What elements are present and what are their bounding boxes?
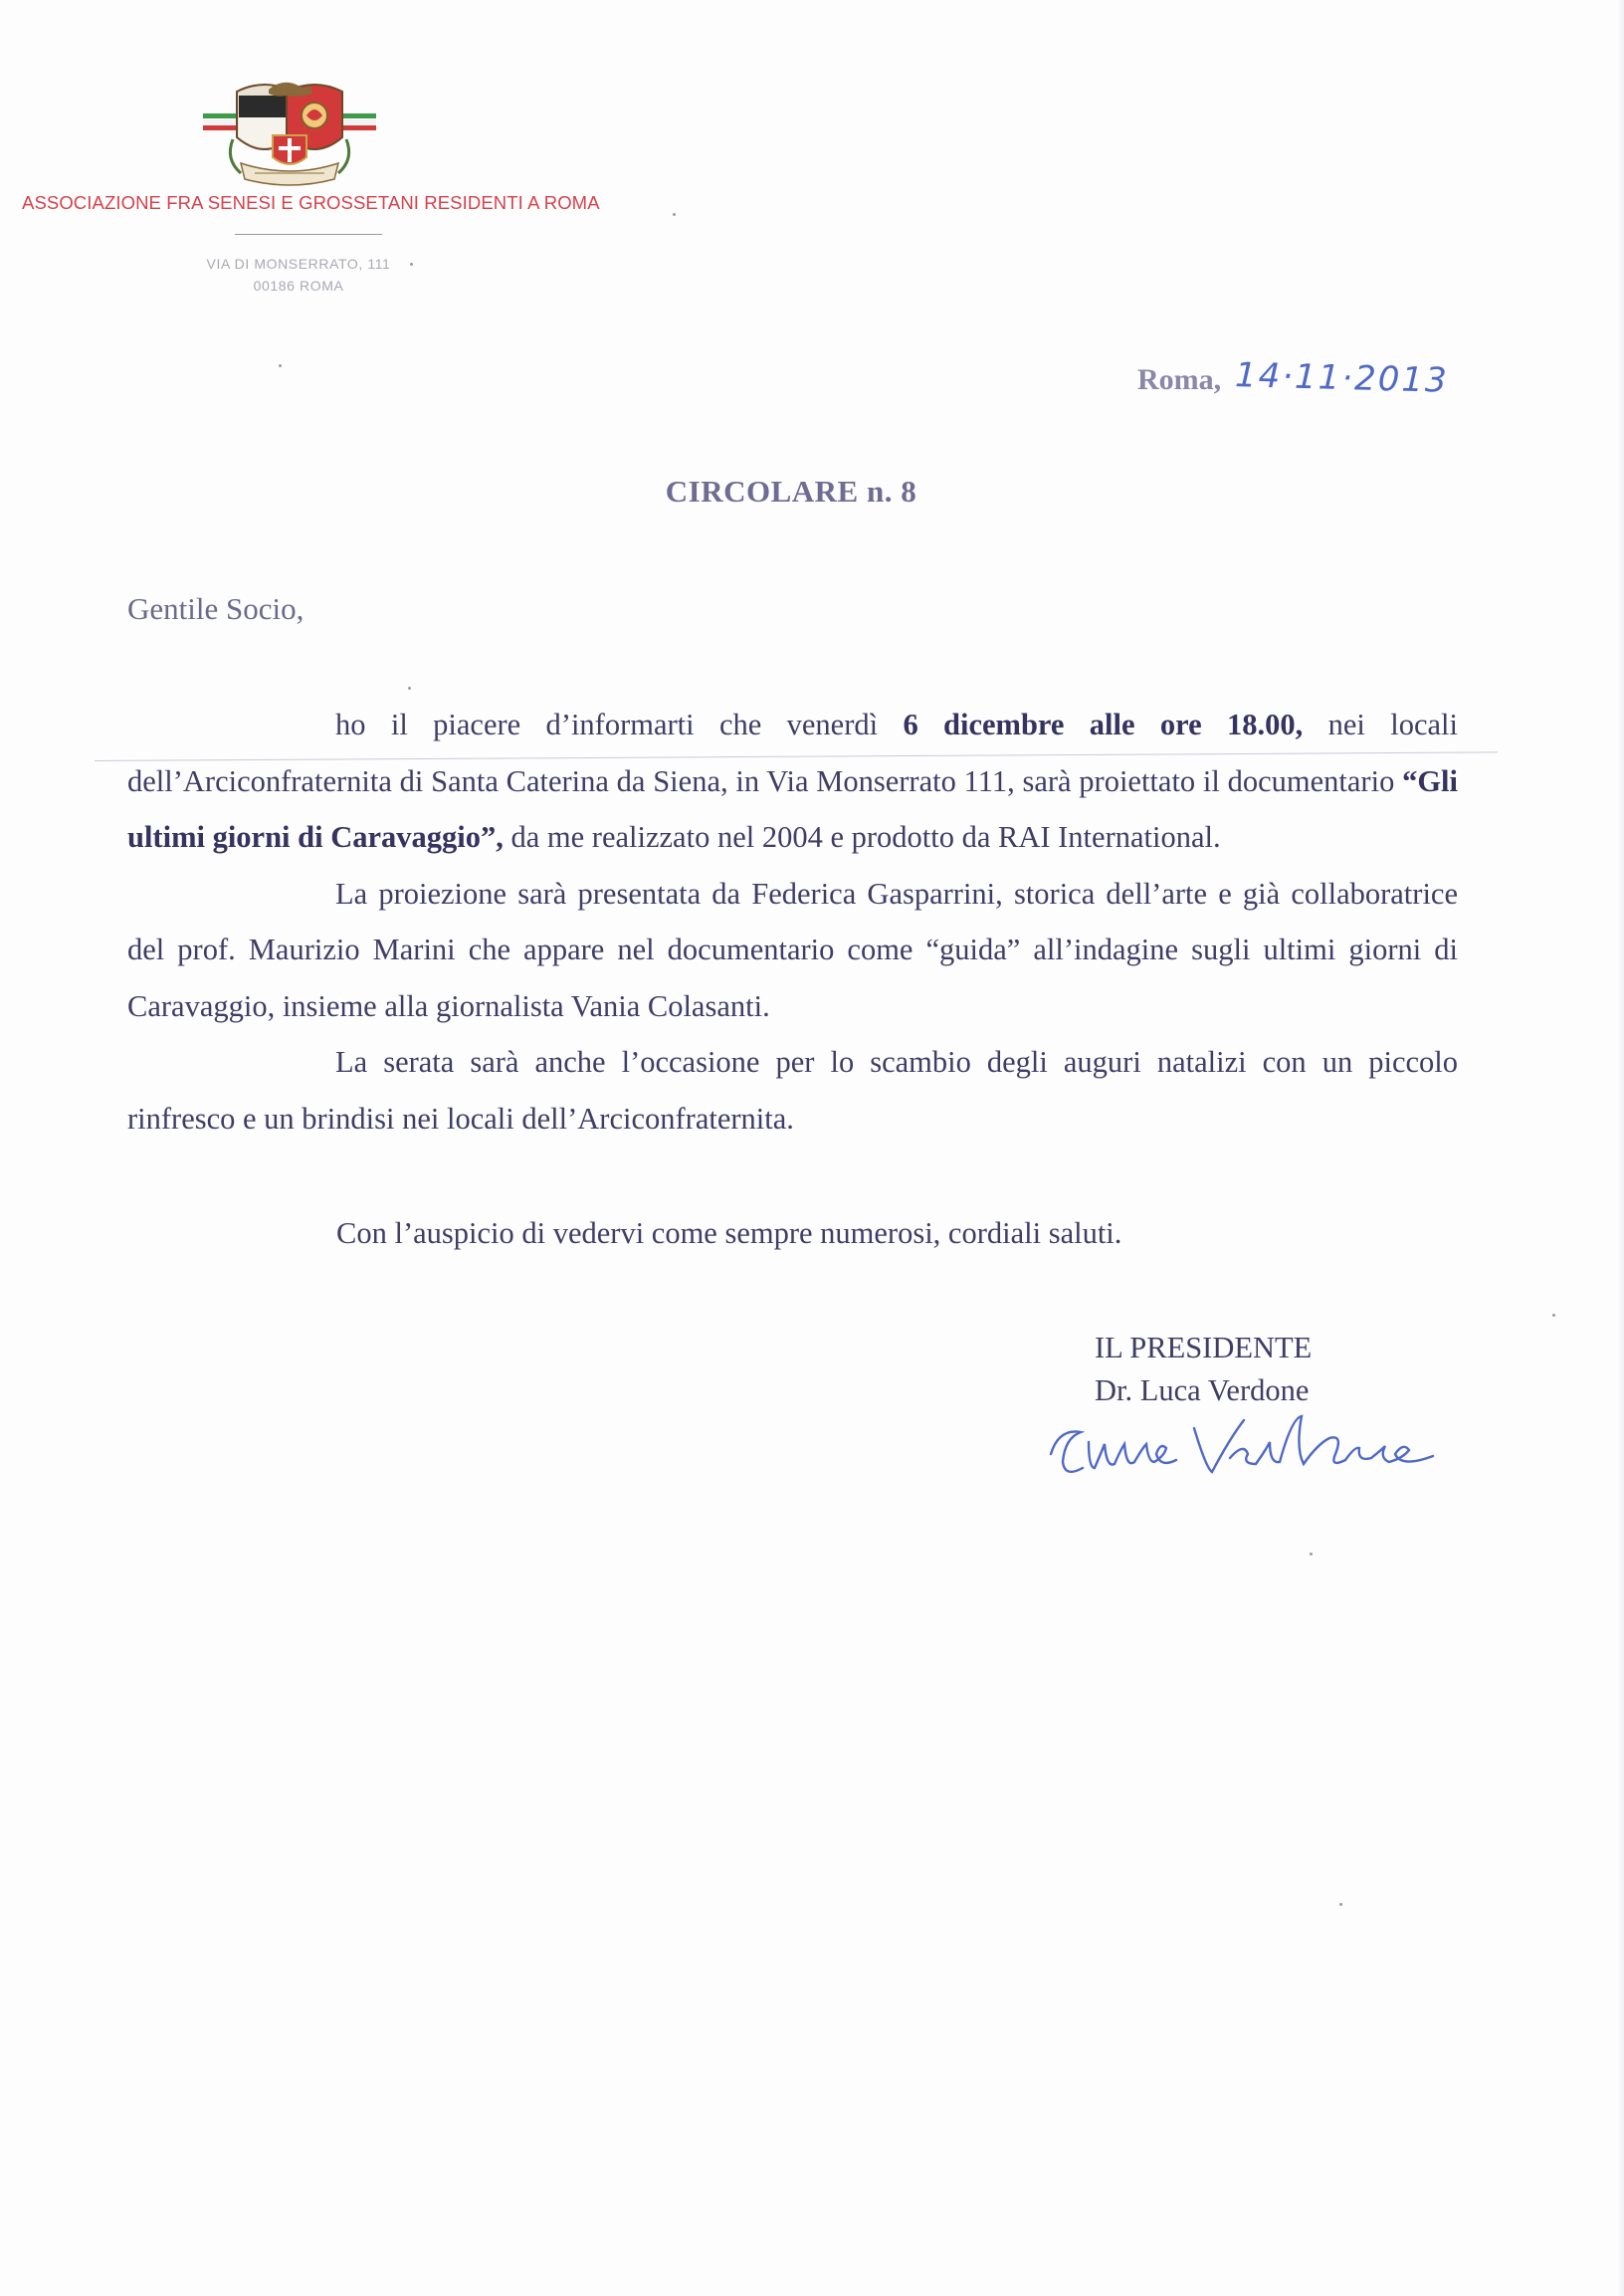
coat-of-arms-icon — [195, 80, 384, 191]
scan-speck — [410, 263, 413, 266]
paragraph-1 — [127, 697, 1458, 866]
scan-speck — [408, 687, 411, 690]
paragraph-3: La serata sarà anche l’occasione per lo scambio degli auguri natalizi con un piccolo rinfresco e un brindisi nei locali dell’Arciconfraternita. — [127, 1045, 1458, 1136]
address-street: VIA DI MONSERRATO, 111 — [206, 256, 391, 272]
closing-line: Con l’auspicio di vedervi come sempre numerosi, cordiali saluti. — [336, 1216, 1122, 1250]
event-date-time: 6 dicembre alle ore 18.00, — [903, 708, 1304, 741]
scan-speck — [1310, 1553, 1313, 1556]
paragraph-1-text-c: da me realizzato nel 2004 e prodotto da RAI International. — [503, 820, 1221, 854]
salutation: Gentile Socio, — [127, 591, 304, 626]
paragraph-1-text-a: ho il piacere d’informarti che venerdì — [335, 708, 904, 741]
circular-title: CIRCOLARE n. 8 — [665, 474, 917, 509]
handwritten-date: 14·11·2013 — [1234, 355, 1450, 401]
letter-date — [1137, 355, 1450, 401]
signatory-name: Dr. Luca Verdone — [1095, 1373, 1310, 1407]
letter-body — [127, 697, 1458, 1147]
paragraph-1-text-b: nei locali dell’Arciconfraternita di Santa Caterina da Siena, in Via Monserrato 111, sarà proiettato il documentario — [127, 708, 1458, 798]
scan-page-edge — [1616, 0, 1624, 2296]
scan-speck — [673, 213, 676, 216]
address-city: 00186 ROMA — [253, 278, 344, 294]
paragraph-2: La proiezione sarà presentata da Federica Gasparrini, storica dell’arte e già collaboratrice del prof. Maurizio Marini che appare nel documentario come “guida” all’indagine sugli ultimi giorni di Caravaggio, insieme alla giornalista Vania Colasanti. — [127, 876, 1458, 1023]
signatory-role: IL PRESIDENTE — [1095, 1331, 1313, 1364]
handwritten-signature-icon — [1035, 1398, 1453, 1498]
date-place: Roma, — [1137, 363, 1222, 396]
scan-speck — [1552, 1314, 1555, 1317]
letterhead-divider — [235, 234, 382, 235]
organization-name: ASSOCIAZIONE FRA SENESI E GROSSETANI RESIDENTI A ROMA — [22, 192, 600, 213]
scan-speck — [279, 364, 282, 367]
scan-speck — [1339, 1903, 1342, 1906]
documentary-title: “Gli ultimi giorni di Caravaggio”, — [127, 763, 1458, 854]
